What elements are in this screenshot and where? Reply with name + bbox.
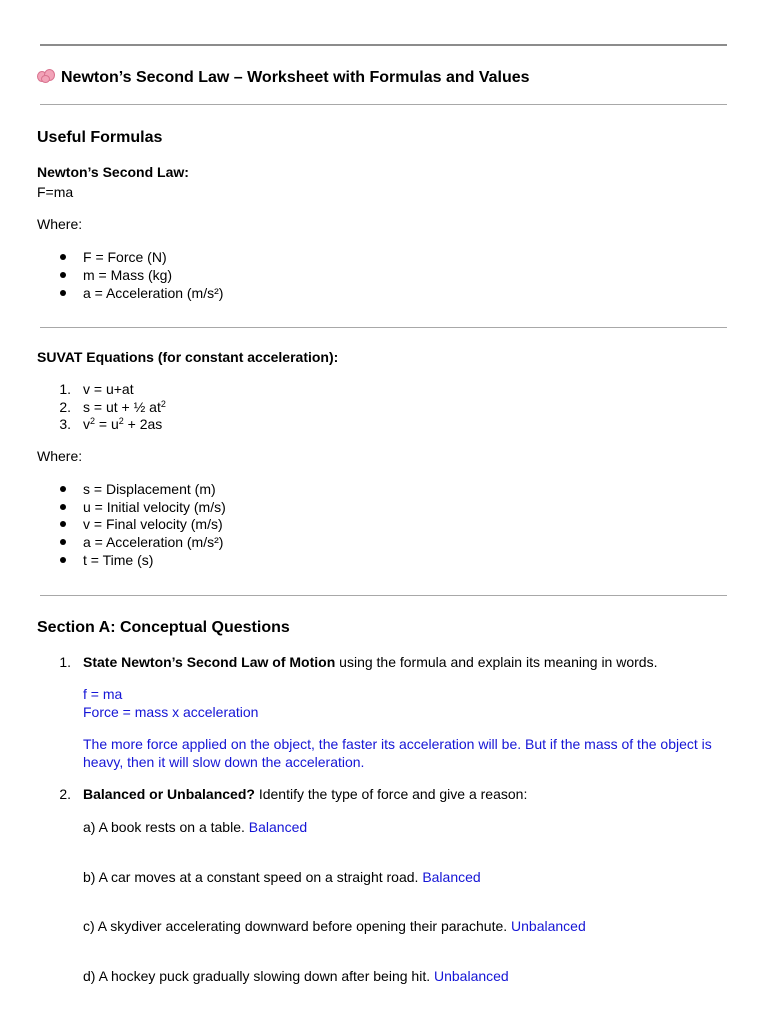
bullet-icon	[60, 521, 66, 527]
list-number: 1.	[59, 654, 71, 670]
title-text: Newton’s Second Law – Worksheet with Formulas and Values	[61, 69, 530, 86]
bullet-icon	[60, 486, 66, 492]
sub-question-text: c) A skydiver accelerating downward before opening their parachute.	[83, 918, 512, 934]
list-item: m = Mass (kg)	[83, 267, 173, 283]
sub-question	[83, 819, 307, 835]
bullet-icon	[60, 504, 66, 510]
question-bold: Balanced or Unbalanced?	[83, 786, 255, 802]
superscript: 2	[160, 399, 166, 409]
bullet-icon	[60, 254, 66, 260]
sub-question-text: a) A book rests on a table.	[83, 819, 249, 835]
where-label: Where:	[37, 448, 83, 464]
answer-text: Balanced	[422, 869, 481, 885]
answer-line: Force = mass x acceleration	[83, 704, 259, 720]
list-number: 2.	[59, 399, 71, 415]
page-title	[37, 69, 530, 87]
bullet-icon	[60, 539, 66, 545]
list-number: 2.	[59, 786, 71, 802]
answer-text: Unbalanced	[511, 918, 586, 934]
question-bold: State Newton’s Second Law of Motion	[83, 654, 336, 670]
sub-question-text: b) A car moves at a constant speed on a straight road.	[83, 869, 423, 885]
equation-text: s = ut + ½ at	[83, 399, 161, 415]
sub-question-text: d) A hockey puck gradually slowing down after being hit.	[83, 968, 434, 984]
list-item: a = Acceleration (m/s²)	[83, 285, 224, 301]
suvat-equation-3	[83, 416, 162, 432]
section-rule	[40, 595, 727, 596]
sub-question	[83, 869, 481, 885]
sub-question	[83, 968, 509, 984]
newton-formula: F=ma	[37, 184, 74, 200]
suvat-equation-1: v = u+at	[83, 381, 134, 397]
title-rule	[40, 104, 727, 105]
list-item: u = Initial velocity (m/s)	[83, 499, 226, 515]
question-text: Identify the type of force and give a reason:	[254, 786, 528, 802]
section-rule	[40, 327, 727, 328]
list-number: 1.	[59, 381, 71, 397]
section-a-heading: Section A: Conceptual Questions	[37, 619, 290, 636]
list-number: 3.	[59, 416, 71, 432]
question-1	[83, 654, 657, 670]
list-item: F = Force (N)	[83, 249, 167, 265]
bullet-icon	[60, 272, 66, 278]
answer-text: Unbalanced	[433, 968, 509, 984]
suvat-heading: SUVAT Equations (for constant acceleration):	[37, 349, 339, 365]
list-item: a = Acceleration (m/s²)	[83, 534, 224, 550]
superscript: 2	[118, 416, 124, 426]
answer-line: f = ma	[83, 686, 123, 702]
bullet-icon	[60, 557, 66, 563]
where-label: Where:	[37, 216, 83, 232]
question-text: using the formula and explain its meaning in words.	[335, 654, 658, 670]
equation-text: + 2as	[123, 416, 163, 432]
sub-question	[83, 918, 586, 934]
bullet-icon	[60, 290, 66, 296]
brain-icon	[37, 69, 55, 83]
superscript: 2	[90, 416, 96, 426]
suvat-equation-2	[83, 399, 166, 415]
equation-text: = u	[95, 416, 119, 432]
list-item: t = Time (s)	[83, 552, 154, 568]
top-rule	[40, 44, 727, 46]
newton-law-label: Newton’s Second Law:	[37, 164, 189, 180]
answer-paragraph: heavy, then it will slow down the acceleration.	[83, 754, 365, 770]
equation-text: v	[83, 416, 90, 432]
list-item: s = Displacement (m)	[83, 481, 216, 497]
list-item: v = Final velocity (m/s)	[83, 516, 223, 532]
useful-formulas-heading: Useful Formulas	[37, 129, 163, 146]
answer-text: Balanced	[248, 819, 308, 835]
answer-paragraph: The more force applied on the object, the faster its acceleration will be. But if the mass of the object is	[83, 736, 712, 752]
question-2	[83, 786, 527, 802]
